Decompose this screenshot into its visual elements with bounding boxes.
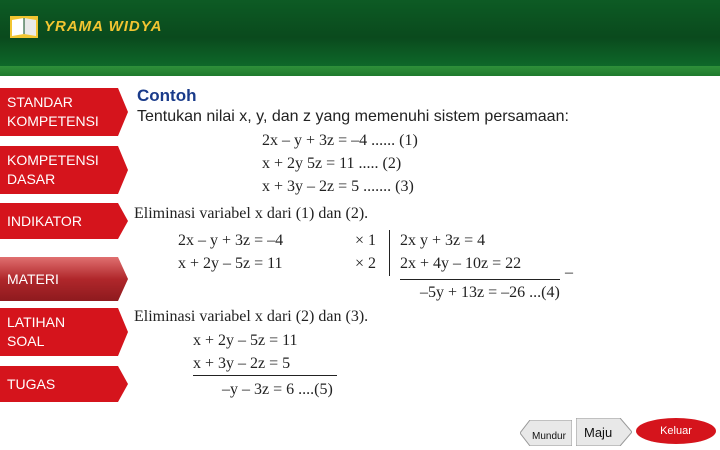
step2-eq-1: x + 2y – 5z = 11: [193, 332, 298, 349]
step1-right-eq-2: 2x + 4y – 10z = 22: [400, 255, 522, 272]
back-label: Mundur: [532, 431, 566, 442]
system-eq-2: x + 2y 5z = 11 ..... (2): [262, 155, 402, 172]
nav-materi[interactable]: [0, 257, 130, 301]
step2-title: Eliminasi variabel x dari (2) dan (3).: [134, 308, 369, 325]
step1-result-line: [400, 279, 560, 280]
back-button[interactable]: [520, 420, 566, 442]
next-button[interactable]: [576, 418, 613, 440]
step1-right-eq-1: 2x y + 3z = 4: [400, 232, 486, 249]
exit-button[interactable]: Keluar: [636, 418, 716, 444]
step1-minus-sign: –: [565, 264, 573, 281]
system-eq-3: x + 3y – 2z = 5 ....... (3): [262, 178, 414, 195]
step2-result: –y – 3z = 6 ....(5): [222, 381, 333, 398]
nav-label: TUGAS: [7, 375, 56, 392]
nav-kompetensi-dasar[interactable]: [0, 146, 130, 194]
nav-label: KOMPETENSI DASAR: [7, 152, 99, 187]
nav-label: STANDAR KOMPETENSI: [7, 94, 99, 129]
step1-mult-2: × 2: [355, 255, 377, 272]
step1-left-eq-1: 2x – y + 3z = –4: [178, 232, 284, 249]
nav-label: MATERI: [7, 270, 59, 287]
nav-label: INDIKATOR: [7, 212, 82, 229]
header-stripe: [0, 66, 720, 76]
logo-text: YRAMA WIDYA: [44, 17, 163, 35]
step2-eq-2: x + 3y – 2z = 5: [193, 355, 291, 372]
instruction-text: Tentukan nilai x, y, dan z yang memenuhi sistem persamaan:: [137, 108, 569, 125]
step1-mult-1: × 1: [355, 232, 377, 249]
logo: [8, 10, 163, 42]
system-eq-1: 2x – y + 3z = –4 ...... (1): [262, 132, 418, 149]
next-label: Maju: [584, 425, 613, 440]
nav-standar-kompetensi[interactable]: [0, 88, 130, 136]
nav-label: LATIHAN SOAL: [7, 314, 66, 349]
nav-latihan-soal[interactable]: [0, 308, 130, 356]
content-title: Contoh: [137, 86, 197, 105]
book-logo-icon: [8, 10, 40, 42]
nav-tugas[interactable]: [0, 366, 130, 402]
step1-result: –5y + 13z = –26 ...(4): [420, 284, 560, 301]
step1-title: Eliminasi variabel x dari (1) dan (2).: [134, 205, 369, 222]
nav-indikator[interactable]: [0, 203, 130, 239]
step2-result-line: [193, 375, 337, 376]
step1-divider: [389, 230, 390, 276]
step1-left-eq-2: x + 2y – 5z = 11: [178, 255, 283, 272]
